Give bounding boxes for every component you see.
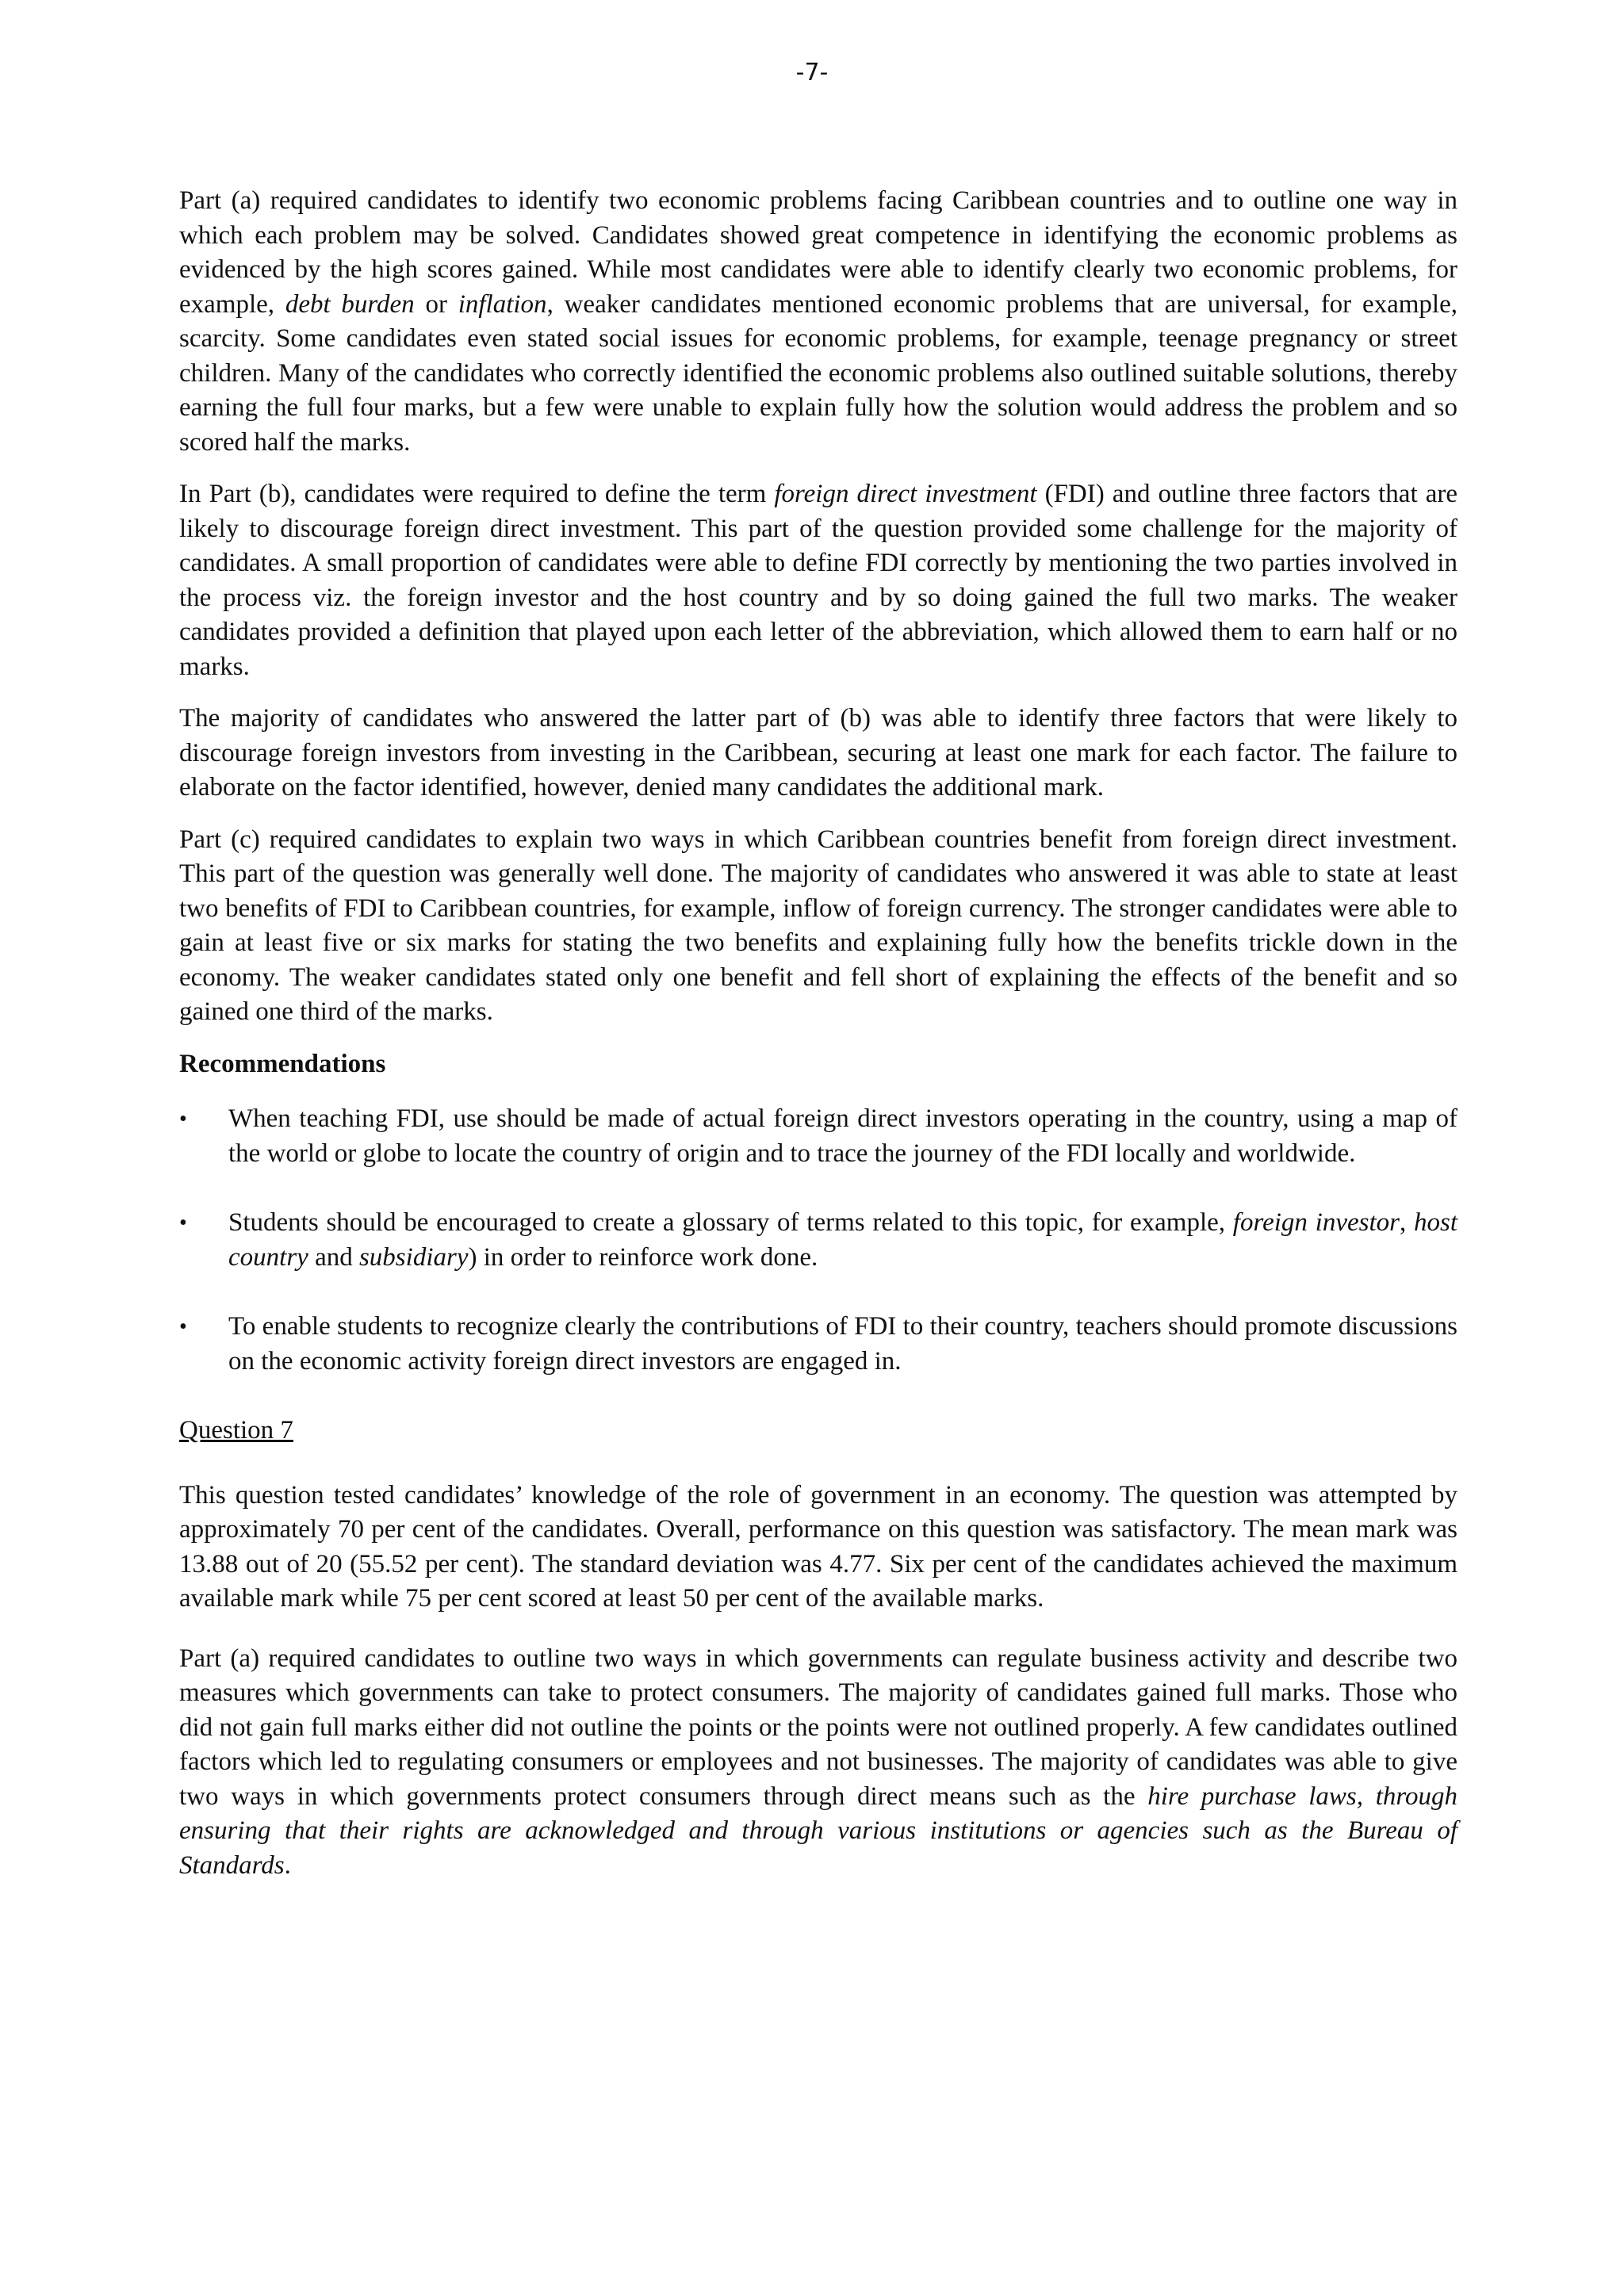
recommendation-item: • When teaching FDI, use should be made of actual foreign direct investors operating in the country, using a map of the world or globe to locate the country of origin and to trace the journey of the FDI locally and worldwide. xyxy=(179,1102,1457,1171)
document-body xyxy=(179,184,1457,1900)
paragraph-part-b-fdi-definition: In Part (b), candidates were required to define the term foreign direct investment (FDI) and outline three factors that are likely to discourage foreign direct investment. This part of the question provided some challenge for the majority of candidates. A small proportion of candidates were able to define FDI correctly by mentioning the two parties involved in the process viz. the foreign investor and the host country and by so doing gained the full two marks. The weaker candidates provided a definition that played upon each letter of the abbreviation, which allowed them to earn half or no marks. xyxy=(179,480,1457,681)
paragraph-question-7-overview: This question tested candidates’ knowledge of the role of government in an economy. The question was attempted by approximately 70 per cent of the candidates. Overall, performance on this question was satisfactory. The mean mark was 13.88 out of 20 (55.52 per cent). The standard deviation was 4.77. Six per cent of the candidates achieved the maximum available mark while 75 per cent scored at least 50 per cent of the available marks. xyxy=(179,1480,1457,1613)
page-number: -7- xyxy=(795,59,829,86)
bullet-icon: • xyxy=(179,1314,187,1339)
recommendations-heading: Recommendations xyxy=(179,1049,386,1078)
recommendations-list xyxy=(179,1102,1457,1379)
paragraph-part-b-factors: The majority of candidates who answered the latter part of (b) was able to identify three factors that were likely to discourage foreign investors from investing in the Caribbean, securing at least one mark for each factor. The failure to elaborate on the factor identified, however, denied many candidates the additional mark. xyxy=(179,704,1457,802)
bullet-icon: • xyxy=(179,1107,187,1131)
question-7-heading: Question 7 xyxy=(179,1416,293,1445)
paragraph-part-a-economic-problems: Part (a) required candidates to identify two economic problems facing Caribbean countries and to outline one way in which each problem may be solved. Candidates showed great competence in identifying the economic problems as evidenced by the high scores gained. While most candidates were able to identify clearly two economic problems, for example, debt burden or inflation, weaker candidates mentioned economic problems that are universal, for example, scarcity. Some candidates even stated social issues for economic problems, for example, teenage pregnancy or street children. Many of the candidates who correctly identified the economic problems also outlined suitable solutions, thereby earning the full four marks, but a few were unable to explain fully how the solution would address the problem and so scored half the marks. xyxy=(179,186,1457,457)
recommendation-item: • Students should be encouraged to create a glossary of terms related to this topic, for example, foreign investor, host country and subsidiary) in order to reinforce work done. xyxy=(179,1206,1457,1275)
bullet-icon: • xyxy=(179,1211,187,1235)
paragraph-part-c-benefits: Part (c) required candidates to explain two ways in which Caribbean countries benefit from foreign direct investment. This part of the question was generally well done. The majority of candidates who answered it was able to state at least two benefits of FDI to Caribbean countries, for example, inflow of foreign currency. The stronger candidates were able to gain at least five or six marks for stating the two benefits and explaining fully how the benefits trickle down in the economy. The weaker candidates stated only one benefit and fell short of explaining the effects of the benefit and so gained one third of the marks. xyxy=(179,825,1457,1026)
recommendation-item: • To enable students to recognize clearly the contributions of FDI to their country, teachers should promote discussions on the economic activity foreign direct investors are engaged in. xyxy=(179,1310,1457,1379)
paragraph-question-7-part-a: Part (a) required candidates to outline two ways in which governments can regulate business activity and describe two measures which governments can take to protect consumers. The majority of candidates gained full marks. Those who did not gain full marks either did not outline the points or the points were not outlined properly. A few candidates outlined factors which led to regulating consumers or employees and not businesses. The majority of candidates was able to give two ways in which governments protect consumers through direct means such as the hire purchase laws, through ensuring that their rights are acknowledged and through various institutions or agencies such as the Bureau of Standards. xyxy=(179,1644,1457,1880)
